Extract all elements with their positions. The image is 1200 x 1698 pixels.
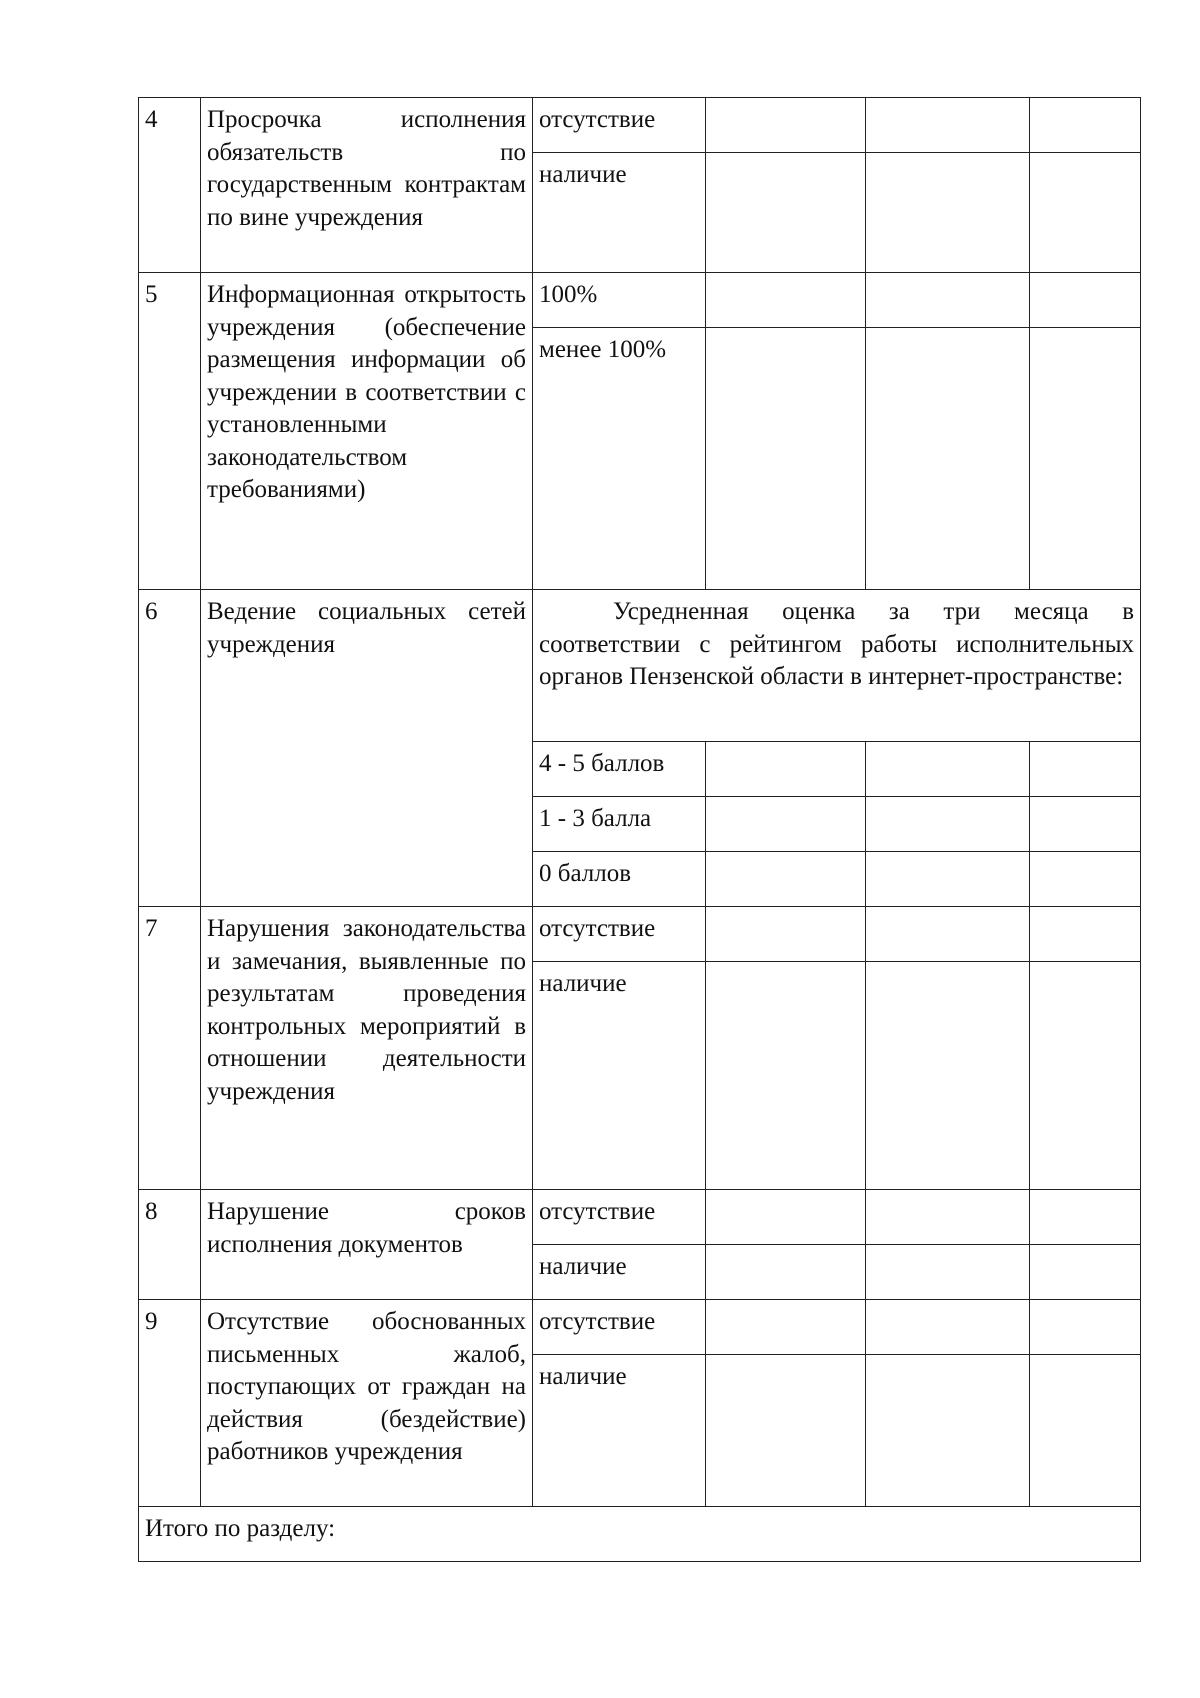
score-cell[interactable]: [866, 907, 1030, 962]
option-label: наличие: [533, 153, 706, 273]
score-cell[interactable]: [1030, 153, 1141, 273]
option-label: отсутствие: [533, 1300, 706, 1355]
indicator-text: Просрочка исполнения обязательств по государственным контрактам по вине учреждения: [201, 98, 533, 273]
score-cell[interactable]: [866, 1190, 1030, 1245]
score-cell[interactable]: [866, 852, 1030, 907]
score-cell[interactable]: [866, 98, 1030, 153]
score-cell[interactable]: [1030, 907, 1141, 962]
section-total-label: Итого по разделу:: [139, 1507, 1141, 1562]
option-label: отсутствие: [533, 907, 706, 962]
score-cell[interactable]: [1030, 98, 1141, 153]
score-cell[interactable]: [706, 273, 866, 328]
score-cell[interactable]: [706, 98, 866, 153]
option-label: 1 - 3 балла: [533, 797, 706, 852]
score-cell[interactable]: [1030, 797, 1141, 852]
option-label: наличие: [533, 1355, 706, 1507]
table-row: [139, 1190, 1141, 1245]
table-row: [139, 98, 1141, 153]
score-cell[interactable]: [706, 1245, 866, 1300]
evaluation-table: [138, 97, 1141, 1562]
criterion-description: Усредненная оценка за три месяца в соответствии с рейтингом работы исполнительных органов Пензенской области в интернет-пространстве:: [533, 590, 1141, 742]
row-number: 8: [139, 1190, 201, 1300]
score-cell[interactable]: [706, 1355, 866, 1507]
row-number: 5: [139, 273, 201, 590]
score-cell[interactable]: [706, 797, 866, 852]
score-cell[interactable]: [1030, 1190, 1141, 1245]
row-number: 4: [139, 98, 201, 273]
indicator-text: Отсутствие обоснованных письменных жалоб, поступающих от граждан на действия (бездействие) работников учреждения: [201, 1300, 533, 1507]
row-number: 7: [139, 907, 201, 1190]
score-cell[interactable]: [866, 328, 1030, 590]
option-label: 0 баллов: [533, 852, 706, 907]
score-cell[interactable]: [1030, 1355, 1141, 1507]
score-cell[interactable]: [706, 153, 866, 273]
option-label: наличие: [533, 962, 706, 1190]
score-cell[interactable]: [866, 797, 1030, 852]
row-number: 6: [139, 590, 201, 907]
score-cell[interactable]: [866, 1300, 1030, 1355]
option-label: менее 100%: [533, 328, 706, 590]
score-cell[interactable]: [706, 852, 866, 907]
table-row: [139, 590, 1141, 742]
score-cell[interactable]: [866, 962, 1030, 1190]
score-cell[interactable]: [1030, 1245, 1141, 1300]
option-label: отсутствие: [533, 1190, 706, 1245]
option-label: наличие: [533, 1245, 706, 1300]
table-row: [139, 907, 1141, 962]
score-cell[interactable]: [706, 962, 866, 1190]
row-number: 9: [139, 1300, 201, 1507]
score-cell[interactable]: [1030, 1300, 1141, 1355]
score-cell[interactable]: [866, 273, 1030, 328]
score-cell[interactable]: [1030, 273, 1141, 328]
option-label: отсутствие: [533, 98, 706, 153]
indicator-text: Нарушения законодательства и замечания, выявленные по результатам проведения контрольных мероприятий в отношении деятельности учреждения: [201, 907, 533, 1190]
table-row: [139, 1300, 1141, 1355]
score-cell[interactable]: [1030, 328, 1141, 590]
indicator-text: Ведение социальных сетей учреждения: [201, 590, 533, 907]
option-label: 4 - 5 баллов: [533, 742, 706, 797]
score-cell[interactable]: [706, 1190, 866, 1245]
score-cell[interactable]: [866, 153, 1030, 273]
score-cell[interactable]: [706, 742, 866, 797]
option-label: 100%: [533, 273, 706, 328]
score-cell[interactable]: [866, 1245, 1030, 1300]
table-row: [139, 273, 1141, 328]
indicator-text: Нарушение сроков исполнения документов: [201, 1190, 533, 1300]
score-cell[interactable]: [1030, 962, 1141, 1190]
table-row-total: [139, 1507, 1141, 1562]
score-cell[interactable]: [706, 328, 866, 590]
score-cell[interactable]: [1030, 742, 1141, 797]
score-cell[interactable]: [706, 1300, 866, 1355]
score-cell[interactable]: [1030, 852, 1141, 907]
indicator-text: Информационная открытость учреждения (обеспечение размещения информации об учреждении в соответствии с установленными законодательством требованиями): [201, 273, 533, 590]
score-cell[interactable]: [866, 742, 1030, 797]
score-cell[interactable]: [866, 1355, 1030, 1507]
score-cell[interactable]: [706, 907, 866, 962]
